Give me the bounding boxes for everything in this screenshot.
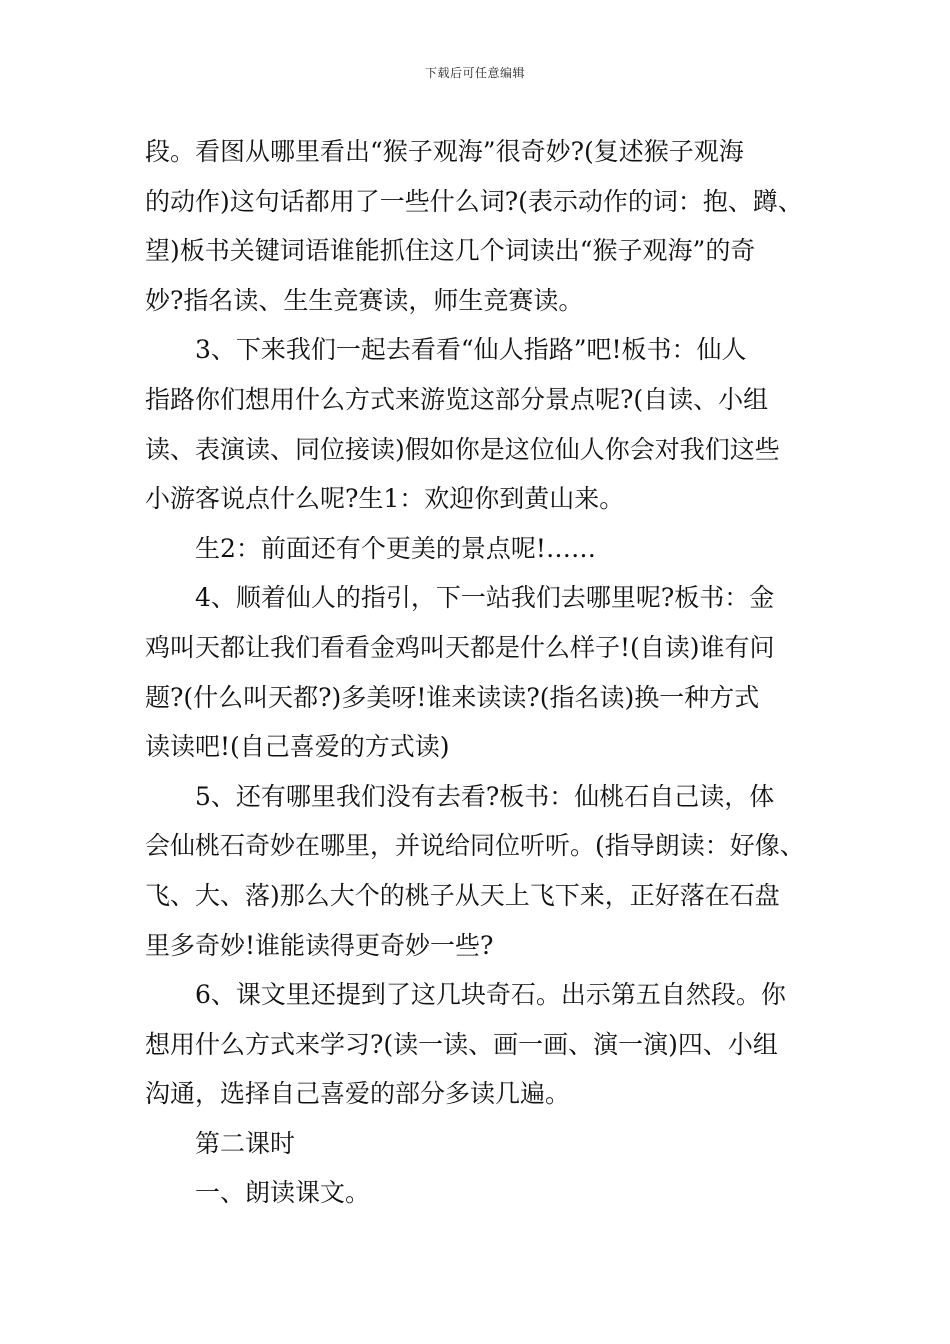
paragraph — [145, 573, 815, 771]
text-line: 5、还有哪里我们没有去看?板书：仙桃石自己读，体 — [195, 781, 775, 811]
paragraph — [145, 524, 815, 574]
text-line: 6、课文里还提到了这几块奇石。出示第五自然段。你 — [195, 980, 786, 1010]
text-line: 读、表演读、同位接读)假如你是这位仙人你会对我们这些 — [145, 434, 780, 464]
text-line: 沟通，选择自己喜爱的部分多读几遍。 — [145, 1079, 571, 1109]
text-line: 的动作)这句话都用了一些什么词?(表示动作的词：抱、蹲、 — [145, 186, 803, 216]
text-line: 鸡叫天都让我们看看金鸡叫天都是什么样子!(自读)谁有问 — [145, 632, 775, 662]
text-line: 想用什么方式来学习?(读一读、画一画、演一演)四、小组 — [145, 1029, 778, 1059]
text-line: 题?(什么叫天都?)多美呀!谁来读读?(指名读)换一种方式 — [145, 682, 760, 712]
document-body — [145, 127, 815, 1218]
paragraph — [145, 127, 815, 325]
paragraph — [145, 1168, 815, 1218]
paragraph — [145, 1119, 815, 1169]
paragraph — [145, 325, 815, 523]
paragraph — [145, 772, 815, 970]
text-line: 读读吧!(自己喜爱的方式读) — [145, 732, 450, 762]
text-line: 里多奇妙!谁能读得更奇妙一些? — [145, 930, 494, 960]
text-line: 段。看图从哪里看出“猴子观海”很奇妙?(复述猴子观海 — [145, 137, 744, 166]
paragraph — [145, 970, 815, 1119]
text-line: 妙?指名读、生生竞赛读，师生竞赛读。 — [145, 285, 584, 315]
text-line: 望)板书关键词语谁能抓住这几个词读出“猴子观海”的奇 — [145, 236, 756, 266]
text-line: 一、朗读课文。 — [195, 1178, 371, 1208]
text-line: 飞、大、落)那么大个的桃子从天上飞下来，正好落在石盘 — [145, 880, 780, 910]
text-line: 第二课时 — [195, 1128, 296, 1158]
text-line: 4、顺着仙人的指引，下一站我们去哪里呢?板书：金 — [195, 583, 775, 613]
text-line: 指路你们想用什么方式来游览这部分景点呢?(自读、小组 — [145, 384, 769, 414]
text-line: 3、下来我们一起去看看“仙人指路”吧!板书：仙人 — [195, 335, 747, 365]
page-header: 下载后可任意编辑 — [424, 66, 525, 80]
text-line: 小游客说点什么呢?生1：欢迎你到黄山来。 — [145, 484, 625, 514]
text-line: 生2：前面还有个更美的景点呢!…… — [195, 533, 596, 563]
text-line: 会仙桃石奇妙在哪里，并说给同位听听。(指导朗读：好像、 — [145, 831, 805, 861]
